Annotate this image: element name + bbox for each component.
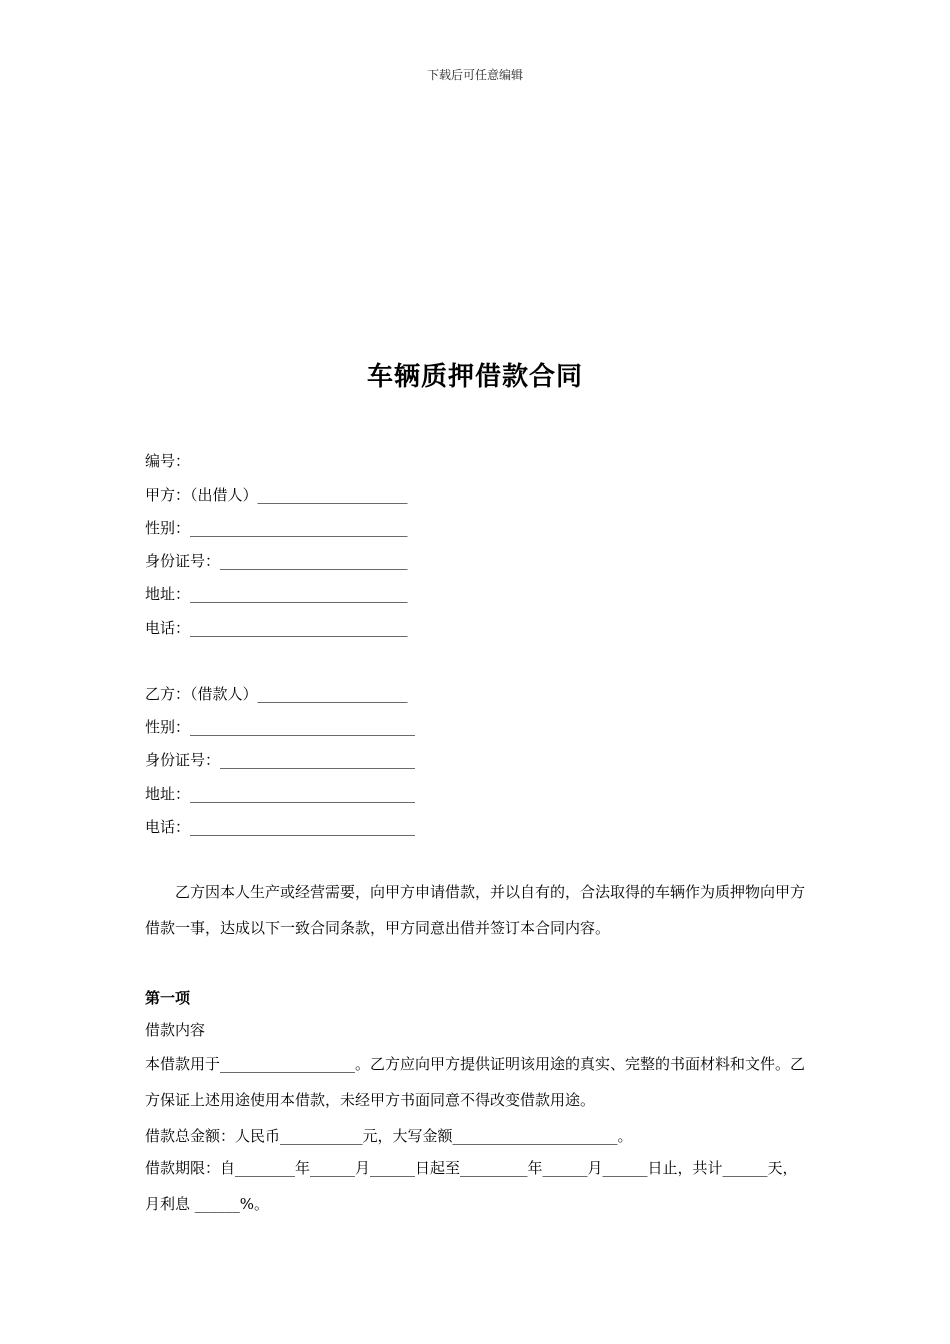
party-a-id-line: 身份证号：_________________________ (145, 552, 408, 570)
term-paragraph: 借款期限：自________年______月______日起至_________年______月______日止，共计______天，月利息 ______%。 (145, 1159, 798, 1213)
purpose-paragraph: 本借款用于__________________。乙方应向甲方提供证明该用途的真实、完整的书面材料和文件。乙方保证上述用途使用本借款，未经甲方书面同意不得改变借款用途。 (145, 1055, 806, 1109)
intro-paragraph: 乙方因本人生产或经营需要，向甲方申请借款，并以自有的，合法取得的车辆作为质押物向甲方借款一事，达成以下一致合同条款，甲方同意出借并签订本合同内容。 (145, 883, 806, 937)
party-b-name-line: 乙方：（借款人）____________________ (145, 685, 408, 703)
party-a-phone-line: 电话：_____________________________ (145, 619, 408, 637)
contract-number-label: 编号： (145, 452, 191, 470)
party-a-name-line: 甲方：（出借人）____________________ (145, 486, 408, 504)
document-title: 车辆质押借款合同 (366, 362, 583, 392)
party-a-address-line: 地址：_____________________________ (145, 585, 408, 603)
party-b-gender-line: 性别：______________________________ (145, 718, 416, 736)
party-b-phone-line: 电话：______________________________ (145, 818, 416, 836)
party-a-gender-line: 性别：_____________________________ (145, 519, 408, 537)
header-note: 下载后可任意编辑 (426, 68, 523, 82)
section-subheading: 借款内容 (145, 1021, 206, 1039)
section-heading: 第一项 (145, 989, 191, 1007)
party-b-id-line: 身份证号：__________________________ (145, 751, 416, 769)
party-b-address-line: 地址：______________________________ (145, 785, 416, 803)
amount-line: 借款总金额：人民币___________元，大写金额______________________。 (145, 1127, 633, 1145)
